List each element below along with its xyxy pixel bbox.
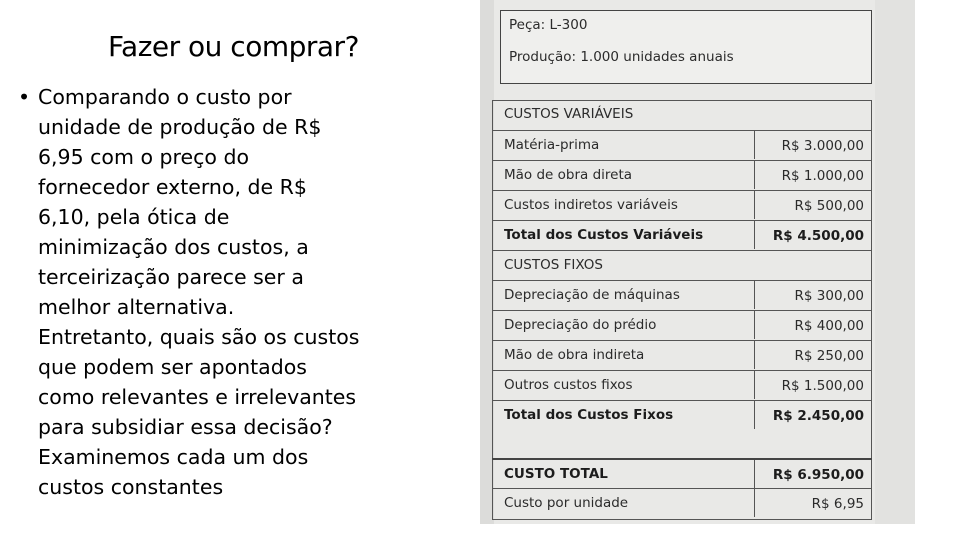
row-value: R$ 250,00 (794, 348, 864, 364)
bullet-dot-icon: • (18, 85, 31, 109)
row-label: Mão de obra direta (504, 167, 633, 183)
cost-table (492, 8, 874, 520)
fixed-total-row (492, 400, 872, 430)
row-label: Total dos Custos Fixos (504, 407, 674, 423)
variable-header-label: CUSTOS VARIÁVEIS (504, 106, 634, 122)
table-row (492, 130, 872, 160)
section-header-variable (492, 100, 872, 130)
production-label: Produção: 1.000 unidades anuais (509, 49, 734, 65)
row-value: R$ 300,00 (794, 288, 864, 304)
row-value: R$ 400,00 (794, 318, 864, 334)
row-value: R$ 1.500,00 (781, 378, 864, 394)
section-header-fixed (492, 250, 872, 280)
row-value: R$ 1.000,00 (781, 168, 864, 184)
row-label: Mão de obra indireta (504, 347, 645, 363)
row-label: CUSTO TOTAL (504, 466, 608, 482)
row-value: R$ 3.000,00 (781, 138, 864, 154)
unit-cost-row (492, 488, 872, 518)
row-label: Total dos Custos Variáveis (504, 227, 704, 243)
slide-title: Fazer ou comprar? (108, 30, 359, 63)
bullet-item (18, 82, 428, 502)
grand-total-row (492, 458, 872, 488)
table-row (492, 340, 872, 370)
row-label: Depreciação do prédio (504, 317, 657, 333)
row-label: Depreciação de máquinas (504, 287, 680, 303)
row-value: R$ 4.500,00 (772, 228, 864, 244)
row-label: Outros custos fixos (504, 377, 633, 393)
fixed-header-label: CUSTOS FIXOS (504, 257, 603, 273)
row-value: R$ 500,00 (794, 198, 864, 214)
table-row (492, 190, 872, 220)
row-value: R$ 6.950,00 (772, 467, 864, 483)
table-header-box (500, 10, 872, 84)
table-row (492, 280, 872, 310)
row-label: Matéria-prima (504, 137, 600, 153)
row-label: Custos indiretos variáveis (504, 197, 678, 213)
table-row (492, 370, 872, 400)
row-value: R$ 6,95 (811, 496, 864, 512)
table-row (492, 310, 872, 340)
row-label: Custo por unidade (504, 495, 629, 511)
bullet-text: Comparando o custo por unidade de produção de R$ 6,95 com o preço do fornecedor externo, de R$ 6,10, pela ótica de minimização dos custos, a terceirização parece ser a melhor alternativa. Entretanto, quais são os custos que podem ser apontados como relevantes e irrelevantes para subsidiar essa decisão? Examinemos cada um dos custos constantes (38, 85, 360, 499)
row-value: R$ 2.450,00 (772, 408, 864, 424)
piece-label: Peça: L-300 (509, 17, 588, 33)
variable-total-row (492, 220, 872, 250)
table-row (492, 160, 872, 190)
